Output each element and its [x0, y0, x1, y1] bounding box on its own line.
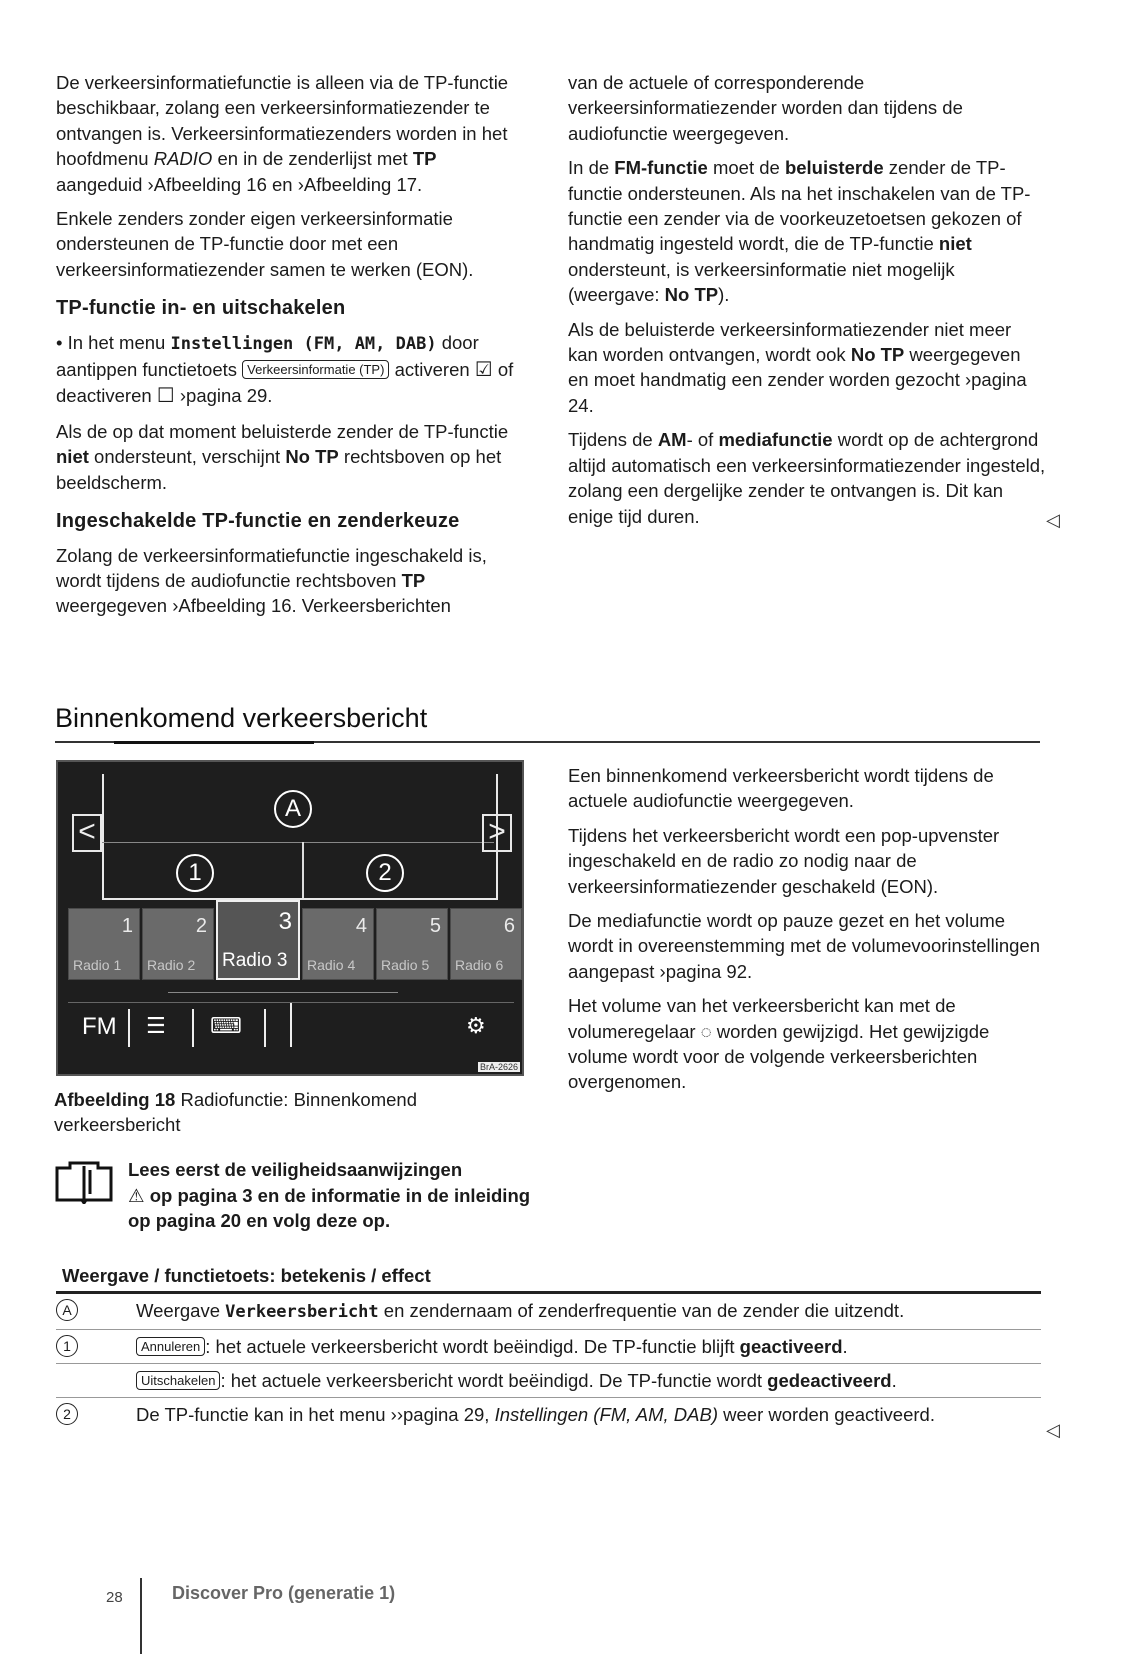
preset-number: 4 [355, 915, 367, 937]
divider [168, 992, 398, 993]
tp-key: Verkeersinformatie (TP) [242, 360, 389, 379]
paragraph: Het volume van het verkeersbericht kan met de volumeregelaar ◌ worden gewijzigd. Het gewijzigde volume wordt voor de volgende verkeersberichten overgenomen. [568, 995, 990, 1093]
volume-knob-icon: ◌ [700, 1020, 712, 1042]
paragraph: Als de beluisterde verkeersinformatiezender niet meer kan worden ontvangen, wordt ook No TP weergegeven en moet handmatig een zender worden gezocht ›pagina 24. [568, 318, 1027, 416]
preset-number: 3 [278, 908, 292, 935]
preset-button-active[interactable] [216, 900, 300, 980]
separator [192, 1009, 194, 1047]
previous-station-button[interactable]: < [72, 814, 102, 852]
footer-divider [140, 1578, 142, 1654]
separator [128, 1009, 130, 1047]
popup-button-divider [302, 842, 304, 898]
callout-a-icon: A [56, 1299, 78, 1321]
callout-2-icon: 2 [56, 1403, 78, 1425]
divider-accent [114, 741, 314, 744]
switch-off-key: Uitschakelen [136, 1371, 220, 1390]
subheading: Ingeschakelde TP-functie en zenderkeuze [56, 510, 460, 533]
safety-note [54, 1157, 534, 1234]
preset-button[interactable] [302, 908, 374, 980]
safety-line: Lees eerst de veiligheidsaanwijzingen [128, 1159, 463, 1180]
paragraph: De mediafunctie wordt op pauze gezet en het volume wordt in overeenstemming met de volumevoorinstellingen aangepast ›pagina 92. [568, 910, 1040, 982]
paragraph: van de actuele of corresponderende verkeersinformatiezender worden dan tijdens de audiofunctie weergegeven. [568, 72, 963, 144]
bottom-bar [68, 1002, 514, 1053]
settings-icon[interactable]: ⚙ [466, 1013, 486, 1038]
checkbox-checked-icon: ☑ [474, 359, 493, 382]
page-number: 28 [106, 1589, 123, 1606]
preset-bar [68, 908, 514, 980]
separator [264, 1009, 266, 1047]
section-end-icon: ◁ [1046, 1420, 1060, 1440]
bullet-item: • In het menu Instellingen (FM, AM, DAB) door aantippen functietoets Verkeersinformatie (TP) activeren ☑ of deactiveren ☐ ›pagina 29. [56, 331, 514, 408]
preset-label: Radio 6 [455, 957, 504, 973]
paragraph: Tijdens het verkeersbericht wordt een pop-upvenster ingeschakeld en de radio zo nodig naar de verkeersinformatiezender geschakeld (EON). [568, 824, 1000, 897]
preset-label: Radio 4 [307, 957, 356, 973]
preset-label: Radio 5 [381, 957, 430, 973]
left-column [56, 70, 516, 628]
preset-button[interactable] [68, 908, 140, 980]
table-row: 2 De TP-functie kan in het menu ››pagina 29, Instellingen (FM, AM, DAB) weer worden geactiveerd. [56, 1398, 1041, 1431]
figure-caption: Afbeelding 18 Radiofunctie: Binnenkomend verkeersbericht [54, 1089, 417, 1135]
paragraph: Enkele zenders zonder eigen verkeersinformatie ondersteunen de TP-functie door met een verkeersinformatiezender samen te werken (EON). [56, 208, 474, 280]
callout-1-icon: 1 [56, 1335, 78, 1357]
footer-title: Discover Pro (generatie 1) [172, 1583, 396, 1603]
preset-label: Radio 3 [222, 950, 288, 971]
paragraph: De verkeersinformatiefunctie is alleen via de TP-functie beschikbaar, zolang een verkeersinformatiezender te ontvangen is. Verkeersinformatiezenders worden in het hoofdmenu RADIO en in de zenderlijst met TP aangeduid ›Afbeelding 16 en ›Afbeelding 17. [56, 72, 509, 195]
radio-screen-figure [56, 760, 524, 1076]
preset-number: 6 [503, 915, 515, 937]
checkbox-unchecked-icon: ☐ [156, 385, 175, 408]
figure-code: BrA-2626 [479, 1062, 518, 1072]
table-row: A Weergave Verkeersbericht en zendernaam of zenderfrequentie van de zender die uitzendt. [56, 1294, 1041, 1330]
table-row: 1 Annuleren : het actuele verkeersbericht wordt beëindigd. De TP-functie blijft geactiveerd. [56, 1330, 1041, 1364]
table-header: Weergave / functietoets: betekenis / effect [56, 1265, 1041, 1294]
safety-line: ⚠ op pagina 3 en de informatie in de inleiding op pagina 20 en volg deze op. [128, 1184, 531, 1231]
section-title: Binnenkomend verkeersbericht [55, 703, 428, 733]
subheading: TP-functie in- en uitschakelen [56, 297, 346, 320]
preset-label: Radio 1 [73, 957, 122, 973]
preset-button[interactable] [142, 908, 214, 980]
legend-table [56, 1265, 1041, 1431]
preset-button[interactable] [450, 908, 522, 980]
preset-label: Radio 2 [147, 957, 196, 973]
paragraph: Zolang de verkeersinformatiefunctie ingeschakeld is, wordt tijdens de audiofunctie rechtsboven TP weergegeven ›Afbeelding 16. Verkeersberichten [56, 544, 487, 617]
callout-1: 1 [176, 854, 214, 892]
preset-number: 5 [429, 915, 441, 937]
section-end-icon: ◁ [1046, 510, 1060, 530]
next-station-button[interactable]: > [482, 814, 512, 852]
keypad-icon[interactable]: ⌨ [210, 1013, 242, 1038]
preset-number: 2 [195, 915, 207, 937]
section-body [568, 763, 1046, 1104]
table-row: Uitschakelen : het actuele verkeersbericht wordt beëindigd. De TP-functie wordt gedeactiveerd. [56, 1364, 1041, 1398]
popup-divider [102, 842, 494, 843]
callout-a: A [274, 790, 312, 828]
band-button[interactable]: FM [82, 1013, 117, 1040]
station-list-icon[interactable]: ☰ [146, 1013, 166, 1038]
right-column [568, 70, 1046, 538]
preset-number: 1 [121, 915, 133, 937]
separator [290, 1003, 292, 1047]
callout-2: 2 [366, 854, 404, 892]
cancel-key: Annuleren [136, 1337, 205, 1356]
paragraph: Een binnenkomend verkeersbericht wordt tijdens de actuele audiofunctie weergegeven. [568, 765, 994, 812]
paragraph: Tijdens de AM- of mediafunctie wordt op de achtergrond altijd automatisch een verkeersinformatiezender ingesteld, zolang een dergelijke zender te ontvangen is. Dit kan enige tijd duren. [568, 429, 1046, 527]
paragraph: Als de op dat moment beluisterde zender de TP-functie niet ondersteunt, verschijnt No TP rechtsboven op het beeldscherm. [56, 420, 509, 493]
paragraph: In de FM-functie moet de beluisterde zender de TP-functie ondersteunen. Als na het inschakelen van de TP-functie een zender via de voorkeuzetoetsen gekozen of handmatig ingesteld wordt, die de TP-functie niet ondersteunt, is verkeersinformatie niet mogelijk (weergave: No TP). [568, 157, 1031, 306]
preset-button[interactable] [376, 908, 448, 980]
